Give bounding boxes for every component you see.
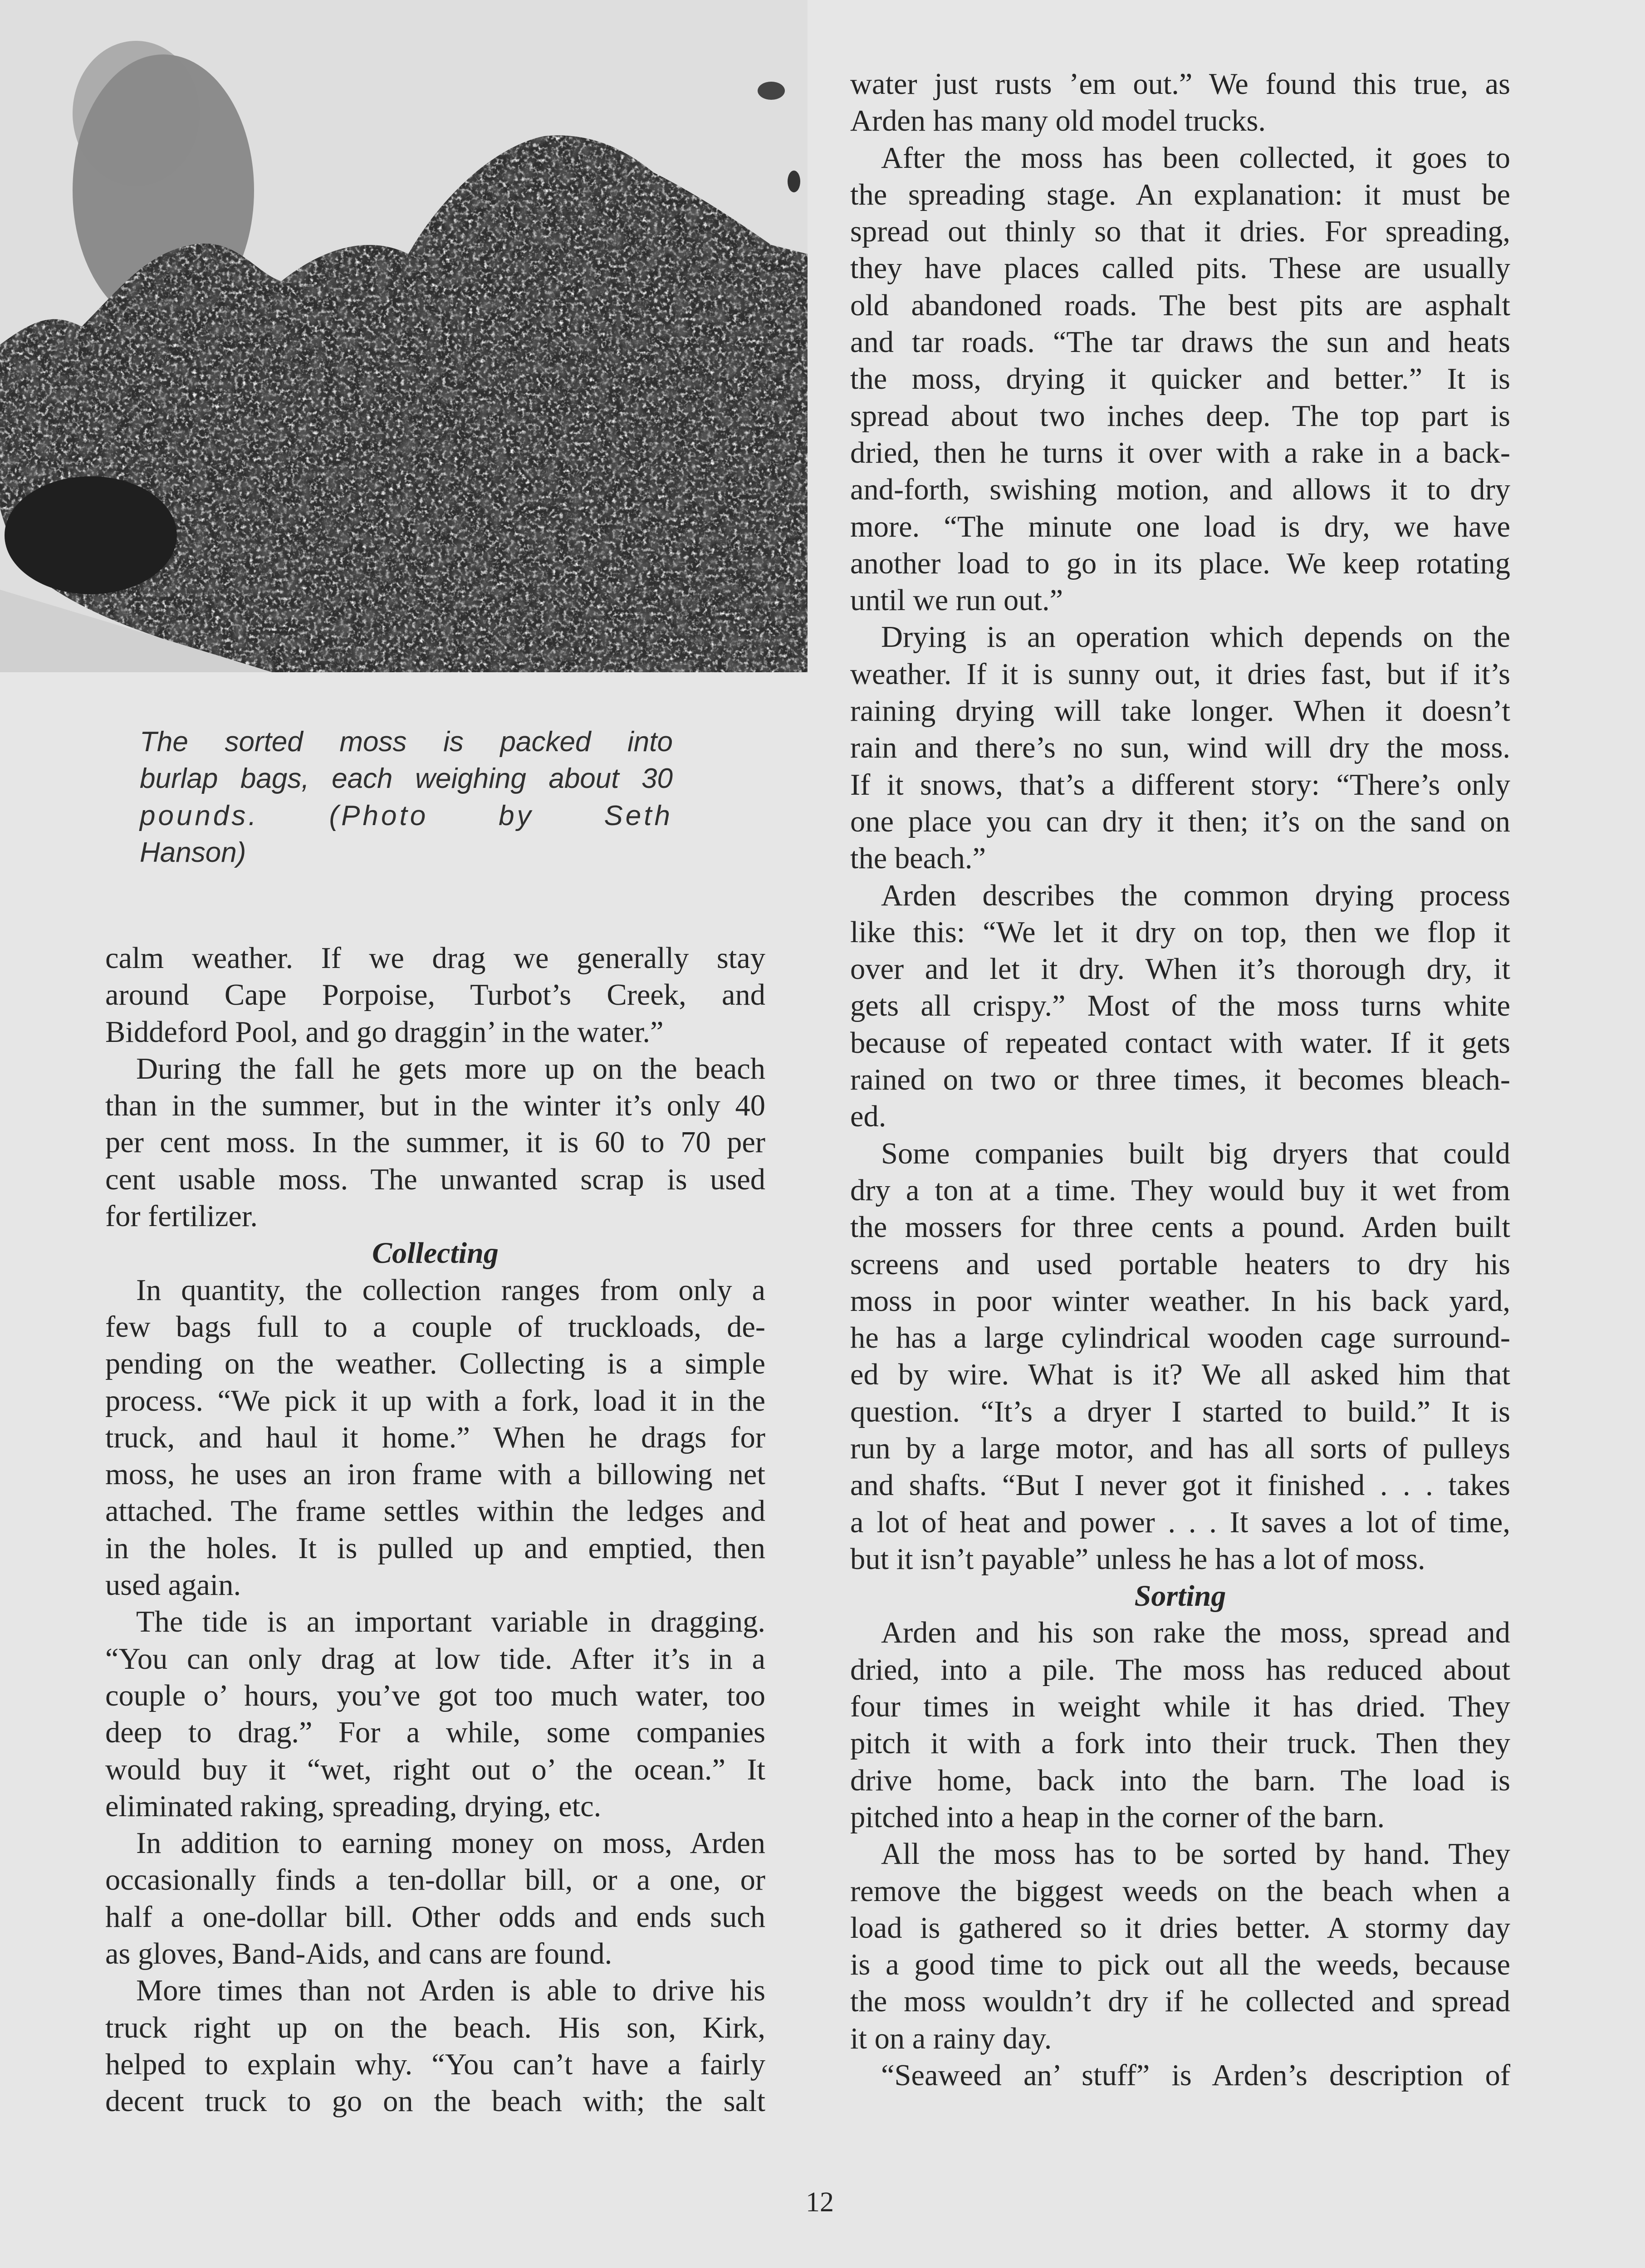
text-line: raining drying will take longer. When it doesn’t: [850, 694, 1510, 728]
text-line: eliminated raking, spreading, drying, etc.: [105, 1789, 602, 1823]
right-column: [850, 66, 1510, 2094]
paragraph: [105, 1051, 765, 1235]
text-line: The tide is an important variable in dragging.: [136, 1605, 765, 1639]
text-line: process. “We pick it up with a fork, load it in the: [105, 1384, 765, 1418]
text-line: All the moss has to be sorted by hand. They: [881, 1838, 1510, 1871]
text-line: rain and there’s no sun, wind will dry the moss.: [850, 731, 1510, 765]
paragraph: [105, 940, 765, 1051]
text-line: as gloves, Band-Aids, and cans are found.: [105, 1937, 612, 1971]
paragraph: [850, 1135, 1510, 1578]
text-line: helped to explain why. “You can’t have a fairly: [105, 2048, 765, 2081]
caption-line: The sorted moss is packed into: [140, 726, 673, 758]
text-line: until we run out.”: [850, 584, 1063, 617]
text-line: cent usable moss. The unwanted scrap is used: [105, 1163, 765, 1196]
caption-line: Hanson): [140, 836, 246, 868]
text-line: In quantity, the collection ranges from only a: [136, 1273, 765, 1307]
text-line: would buy it “wet, right out o’ the ocean.” It: [105, 1753, 765, 1786]
text-line: dried, then he turns it over with a rake in a back-: [850, 436, 1510, 469]
text-line: more. “The minute one load is dry, we have: [850, 510, 1510, 543]
text-line: Some companies built big dryers that could: [881, 1137, 1510, 1170]
text-line: one place you can dry it then; it’s on the sand on: [850, 805, 1510, 838]
page-number: 12: [806, 2187, 834, 2218]
text-line: remove the biggest weeds on the beach when a: [850, 1874, 1510, 1908]
text-line: Arden describes the common drying process: [881, 879, 1510, 912]
text-line: Drying is an operation which depends on the: [881, 621, 1510, 654]
text-line: ed.: [850, 1100, 886, 1134]
section-heading-collecting: Collecting: [372, 1237, 499, 1270]
left-column: [105, 940, 765, 2120]
text-line: the moss wouldn’t dry if he collected and spread: [850, 1985, 1510, 2019]
text-line: During the fall he gets more up on the beach: [136, 1052, 765, 1085]
text-line: pitched into a heap in the corner of the barn.: [850, 1800, 1385, 1834]
section-heading-sorting: Sorting: [1134, 1579, 1226, 1613]
text-line: calm weather. If we drag we generally stay: [105, 942, 765, 975]
text-line: “Seaweed an’ stuff” is Arden’s description of: [881, 2059, 1510, 2092]
paragraph: [850, 1614, 1510, 1836]
text-line: attached. The frame settles within the ledges and: [105, 1495, 765, 1528]
text-line: dried, into a pile. The moss has reduced about: [850, 1653, 1510, 1686]
text-line: After the moss has been collected, it goes to: [881, 141, 1510, 175]
text-line: gets all crispy.” Most of the moss turns white: [850, 989, 1510, 1023]
text-line: deep to drag.” For a while, some companies: [105, 1716, 765, 1750]
text-line: drive home, back into the barn. The load is: [850, 1764, 1510, 1797]
text-line: occasionally finds a ten-dollar bill, or a one, or: [105, 1863, 765, 1897]
text-line: few bags full to a couple of truckloads, de-: [105, 1310, 765, 1344]
text-line: truck right up on the beach. His son, Kirk,: [105, 2011, 765, 2044]
text-line: If it snows, that’s a different story: “There’s only: [850, 768, 1510, 802]
text-line: another load to go in its place. We keep rotating: [850, 547, 1510, 580]
paragraph: [850, 877, 1510, 1135]
text-line: the spreading stage. An explanation: it must be: [850, 178, 1510, 211]
text-line: because of repeated contact with water. If it gets: [850, 1026, 1510, 1060]
text-line: and-forth, swishing motion, and allows it to dry: [850, 473, 1510, 507]
paragraph: [105, 1272, 765, 1604]
text-line: four times in weight while it has dried. They: [850, 1690, 1510, 1724]
paragraph: [850, 2057, 1510, 2094]
photo-caption: [140, 722, 673, 870]
text-line: Arden has many old model trucks.: [850, 104, 1266, 138]
text-line: they have places called pits. These are usually: [850, 252, 1510, 285]
text-line: used again.: [105, 1569, 241, 1602]
text-line: water just rusts ’em out.” We found this true, as: [850, 68, 1510, 101]
caption-line: pounds. (Photo by Seth: [140, 800, 673, 831]
text-line: for fertilizer.: [105, 1200, 258, 1233]
text-line: in the holes. It is pulled up and emptied, then: [105, 1531, 765, 1565]
text-line: the mossers for three cents a pound. Arden built: [850, 1211, 1510, 1244]
text-line: truck, and haul it home.” When he drags for: [105, 1421, 765, 1454]
text-line: than in the summer, but in the winter it’s only 40: [105, 1089, 765, 1123]
text-line: moss in poor winter weather. In his back yard,: [850, 1284, 1510, 1318]
text-line: old abandoned roads. The best pits are asphalt: [850, 288, 1510, 322]
text-line: per cent moss. In the summer, it is 60 to 70 per: [105, 1126, 765, 1159]
paragraph: [850, 66, 1510, 140]
text-line: moss, he uses an iron frame with a billowing net: [105, 1458, 765, 1491]
text-line: dry a ton at a time. They would buy it wet from: [850, 1173, 1510, 1207]
text-line: run by a large motor, and has all sorts of pulleys: [850, 1432, 1510, 1465]
text-line: a lot of heat and power . . . It saves a lot of time,: [850, 1505, 1510, 1539]
text-line: spread out thinly so that it dries. For spreading,: [850, 215, 1510, 249]
text-line: weather. If it is sunny out, it dries fast, but if it’s: [850, 657, 1510, 691]
text-line: “You can only drag at low tide. After it’s in a: [105, 1642, 765, 1676]
text-line: and tar roads. “The tar draws the sun and heats: [850, 326, 1510, 359]
text-line: and shafts. “But I never got it finished . . . takes: [850, 1469, 1510, 1502]
text-line: the beach.”: [850, 842, 986, 875]
paragraph: [850, 619, 1510, 877]
text-line: More times than not Arden is able to drive his: [136, 1974, 765, 2008]
moss-photo: [0, 0, 808, 672]
text-line: like this: “We let it dry on top, then we flop it: [850, 915, 1510, 949]
text-line: rained on two or three times, it becomes bleach-: [850, 1063, 1510, 1097]
paragraph: [850, 140, 1510, 619]
text-line: question. “It’s a dryer I started to build.” It is: [850, 1395, 1510, 1428]
paragraph: [105, 1972, 765, 2120]
text-line: In addition to earning money on moss, Arden: [136, 1827, 765, 1860]
text-line: ed by wire. What is it? We all asked him that: [850, 1358, 1510, 1392]
text-line: is a good time to pick out all the weeds, because: [850, 1948, 1510, 1982]
text-line: decent truck to go on the beach with; the salt: [105, 2085, 765, 2118]
text-line: the moss, drying it quicker and better.” It is: [850, 362, 1510, 396]
text-line: around Cape Porpoise, Turbot’s Creek, and: [105, 978, 765, 1012]
text-line: Biddeford Pool, and go draggin’ in the water.”: [105, 1015, 664, 1049]
caption-line: burlap bags, each weighing about 30: [140, 763, 673, 795]
text-line: couple o’ hours, you’ve got too much water, too: [105, 1679, 765, 1712]
text-line: pitch it with a fork into their truck. Then they: [850, 1727, 1510, 1760]
text-line: pending on the weather. Collecting is a simple: [105, 1347, 765, 1381]
moss-photo-image: [0, 0, 808, 672]
text-line: half a one-dollar bill. Other odds and ends such: [105, 1900, 765, 1934]
text-line: load is gathered so it dries better. A stormy day: [850, 1911, 1510, 1945]
text-line: it on a rainy day.: [850, 2022, 1052, 2055]
paragraph: [105, 1603, 765, 1825]
text-line: but it isn’t payable” unless he has a lot of moss.: [850, 1542, 1425, 1576]
text-line: screens and used portable heaters to dry his: [850, 1247, 1510, 1281]
paragraph: [850, 1836, 1510, 2057]
text-line: spread about two inches deep. The top part is: [850, 399, 1510, 433]
text-line: Arden and his son rake the moss, spread and: [881, 1616, 1510, 1650]
text-line: over and let it dry. When it’s thorough dry, it: [850, 953, 1510, 986]
paragraph: [105, 1825, 765, 1972]
text-line: he has a large cylindrical wooden cage surround-: [850, 1321, 1510, 1355]
